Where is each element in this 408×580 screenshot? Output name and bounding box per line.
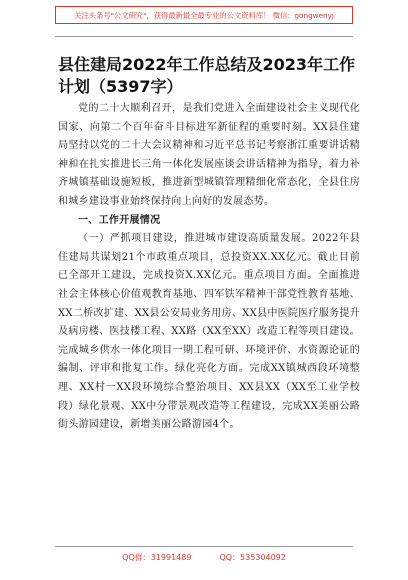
footer-qq-contact: QQ：535304092 xyxy=(219,553,286,562)
promo-banner-text: 关注头条号"公文研究"，获得最新最全最专业的公文资料库！ 微信：gongwenyj xyxy=(74,10,334,20)
section-paragraph: （一）严抓项目建设，推进城市建设高质量发展。2022年县住建局共谋划21个市政重点项目，总投资XX.XX亿元。截止目前已全部开工建设，完成投资X.XX亿元。重点项目方面。全面推进社会主体核心价值观教育基地、四军铁军精神干部党性教育基地、XX二桥改扩建、XX县公安局业务用房、XX县中医院医疗服务提升及病房楼、医技楼工程、XX路（XX至XX）改造工程等项目建设。完成城乡供水一体化项目一期工程可研、环境评价、水资源论证的编制、评审和批复工作。绿化亮化方面。完成XX镇城西段环境整理、XX村一XX段环境综合整治项目、XX县XX（XX至工业学校段）绿化景观、XX中分带景观改造等工程建设，完成XX美丽公路街头游园建设，新增美丽公路游园4个。 xyxy=(58,233,361,431)
promo-banner xyxy=(55,6,353,24)
section-heading: 一、工作开展情况 xyxy=(78,214,161,226)
document-title: 县住建局2022年工作总结及2023年工作计划（5397字） xyxy=(58,55,356,96)
page-footer xyxy=(55,552,353,563)
footer-divider xyxy=(55,546,353,547)
footer-qq-group: QQ群：31991489 xyxy=(122,553,192,562)
header-divider xyxy=(55,36,353,37)
document-body xyxy=(58,100,360,435)
intro-paragraph: 党的二十大顺利召开，是我们党进入全面建设社会主义现代化国家、向第二个百年奋斗目标进军新征程的重要时刻。XX县住建局坚持以党的二十大会议精神和习近平总书记考察浙江重要讲话精神和在扎实推进长三角一体化发展座谈会讲话精神为指导，着力补齐城镇基础设施短板，推进新型城镇管理精细化常态化，全县住房和城乡建设事业始终保持向上向好的发展态势。 xyxy=(58,103,360,207)
